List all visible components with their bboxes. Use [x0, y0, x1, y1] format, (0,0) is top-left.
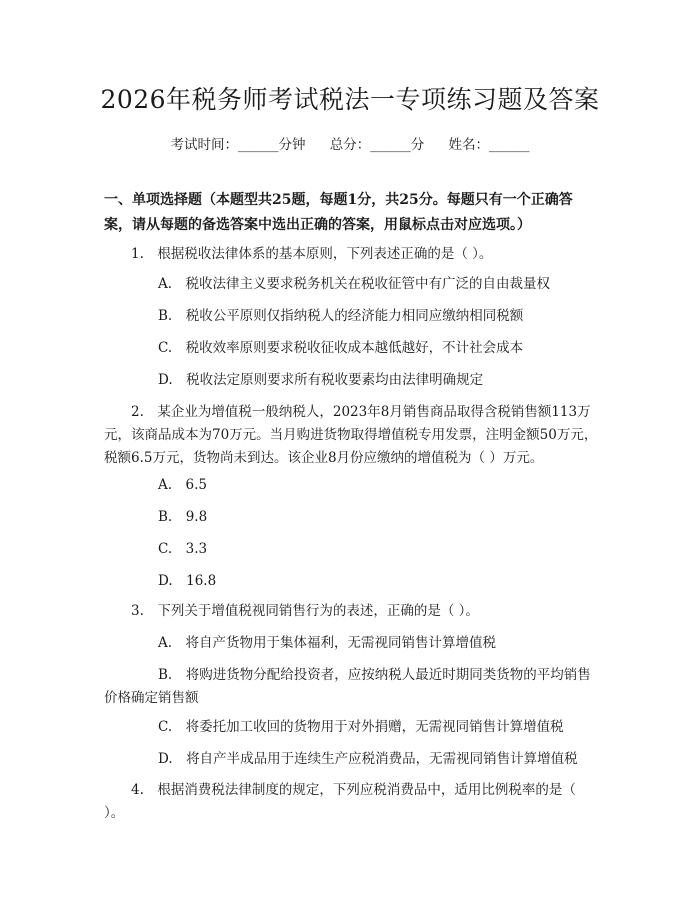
question-4-stem: 4. 根据消费税法律制度的规定，下列应税消费品中，适用比例税率的是（ ）。 — [104, 782, 576, 821]
section-heading: 一、单项选择题（本题型共25题，每题1分，共25分。每题只有一个正确答案，请从每题的备选答案中选出正确的答案，用鼠标点击对应选项。） — [104, 192, 573, 233]
page-title: 2026年税务师考试税法一专项练习题及答案 — [100, 85, 600, 114]
question-3-option-a[interactable]: A. 将自产货物用于集体福利，无需视同销售计算增值税 — [158, 635, 497, 651]
question-3-option-d[interactable]: D. 将自产半成品用于连续生产应税消费品，无需视同销售计算增值税 — [158, 751, 578, 767]
question-1-option-d[interactable]: D. 税收法定原则要求所有税收要素均由法律明确规定 — [158, 372, 484, 388]
question-2-stem: 2. 某企业为增值税一般纳税人，2023年8月销售商品取得含税销售额113万元，该商品成本为70万元。当月购进货物取得增值税专用发票，注明金额50万元，税额6.5万元，货物尚未到达。该企业8月份应缴纳的增值税为（ ）万元。 — [104, 404, 598, 466]
total-score-field: 总分：______分 — [329, 137, 425, 153]
exam-meta — [0, 133, 700, 153]
question-3-option-c[interactable]: C. 将委托加工收回的货物用于对外捐赠，无需视同销售计算增值税 — [158, 719, 564, 735]
question-1-option-b[interactable]: B. 税收公平原则仅指纳税人的经济能力相同应缴纳相同税额 — [158, 308, 524, 324]
question-2-option-d[interactable]: D. 16.8 — [158, 573, 217, 589]
question-2-option-b[interactable]: B. 9.8 — [158, 509, 208, 525]
question-1-stem: 1. 根据税收法律体系的基本原则，下列表述正确的是（ ）。 — [131, 246, 493, 262]
question-1-option-c[interactable]: C. 税收效率原则要求税收征收成本越低越好，不计社会成本 — [158, 340, 524, 356]
question-1-option-a[interactable]: A. 税收法律主义要求税务机关在税收征管中有广泛的自由裁量权 — [158, 276, 551, 292]
question-2-option-a[interactable]: A. 6.5 — [158, 477, 208, 493]
exam-time-field: 考试时间：______分钟 — [170, 137, 306, 153]
question-2-option-c[interactable]: C. 3.3 — [158, 541, 208, 557]
question-3-stem: 3. 下列关于增值税视同销售行为的表述，正确的是（ ）。 — [131, 603, 479, 619]
question-3-option-b[interactable]: B. 将购进货物分配给投资者，应按纳税人最近时期同类货物的平均销售价格确定销售额 — [104, 667, 591, 706]
name-field: 姓名：______ — [448, 137, 530, 153]
